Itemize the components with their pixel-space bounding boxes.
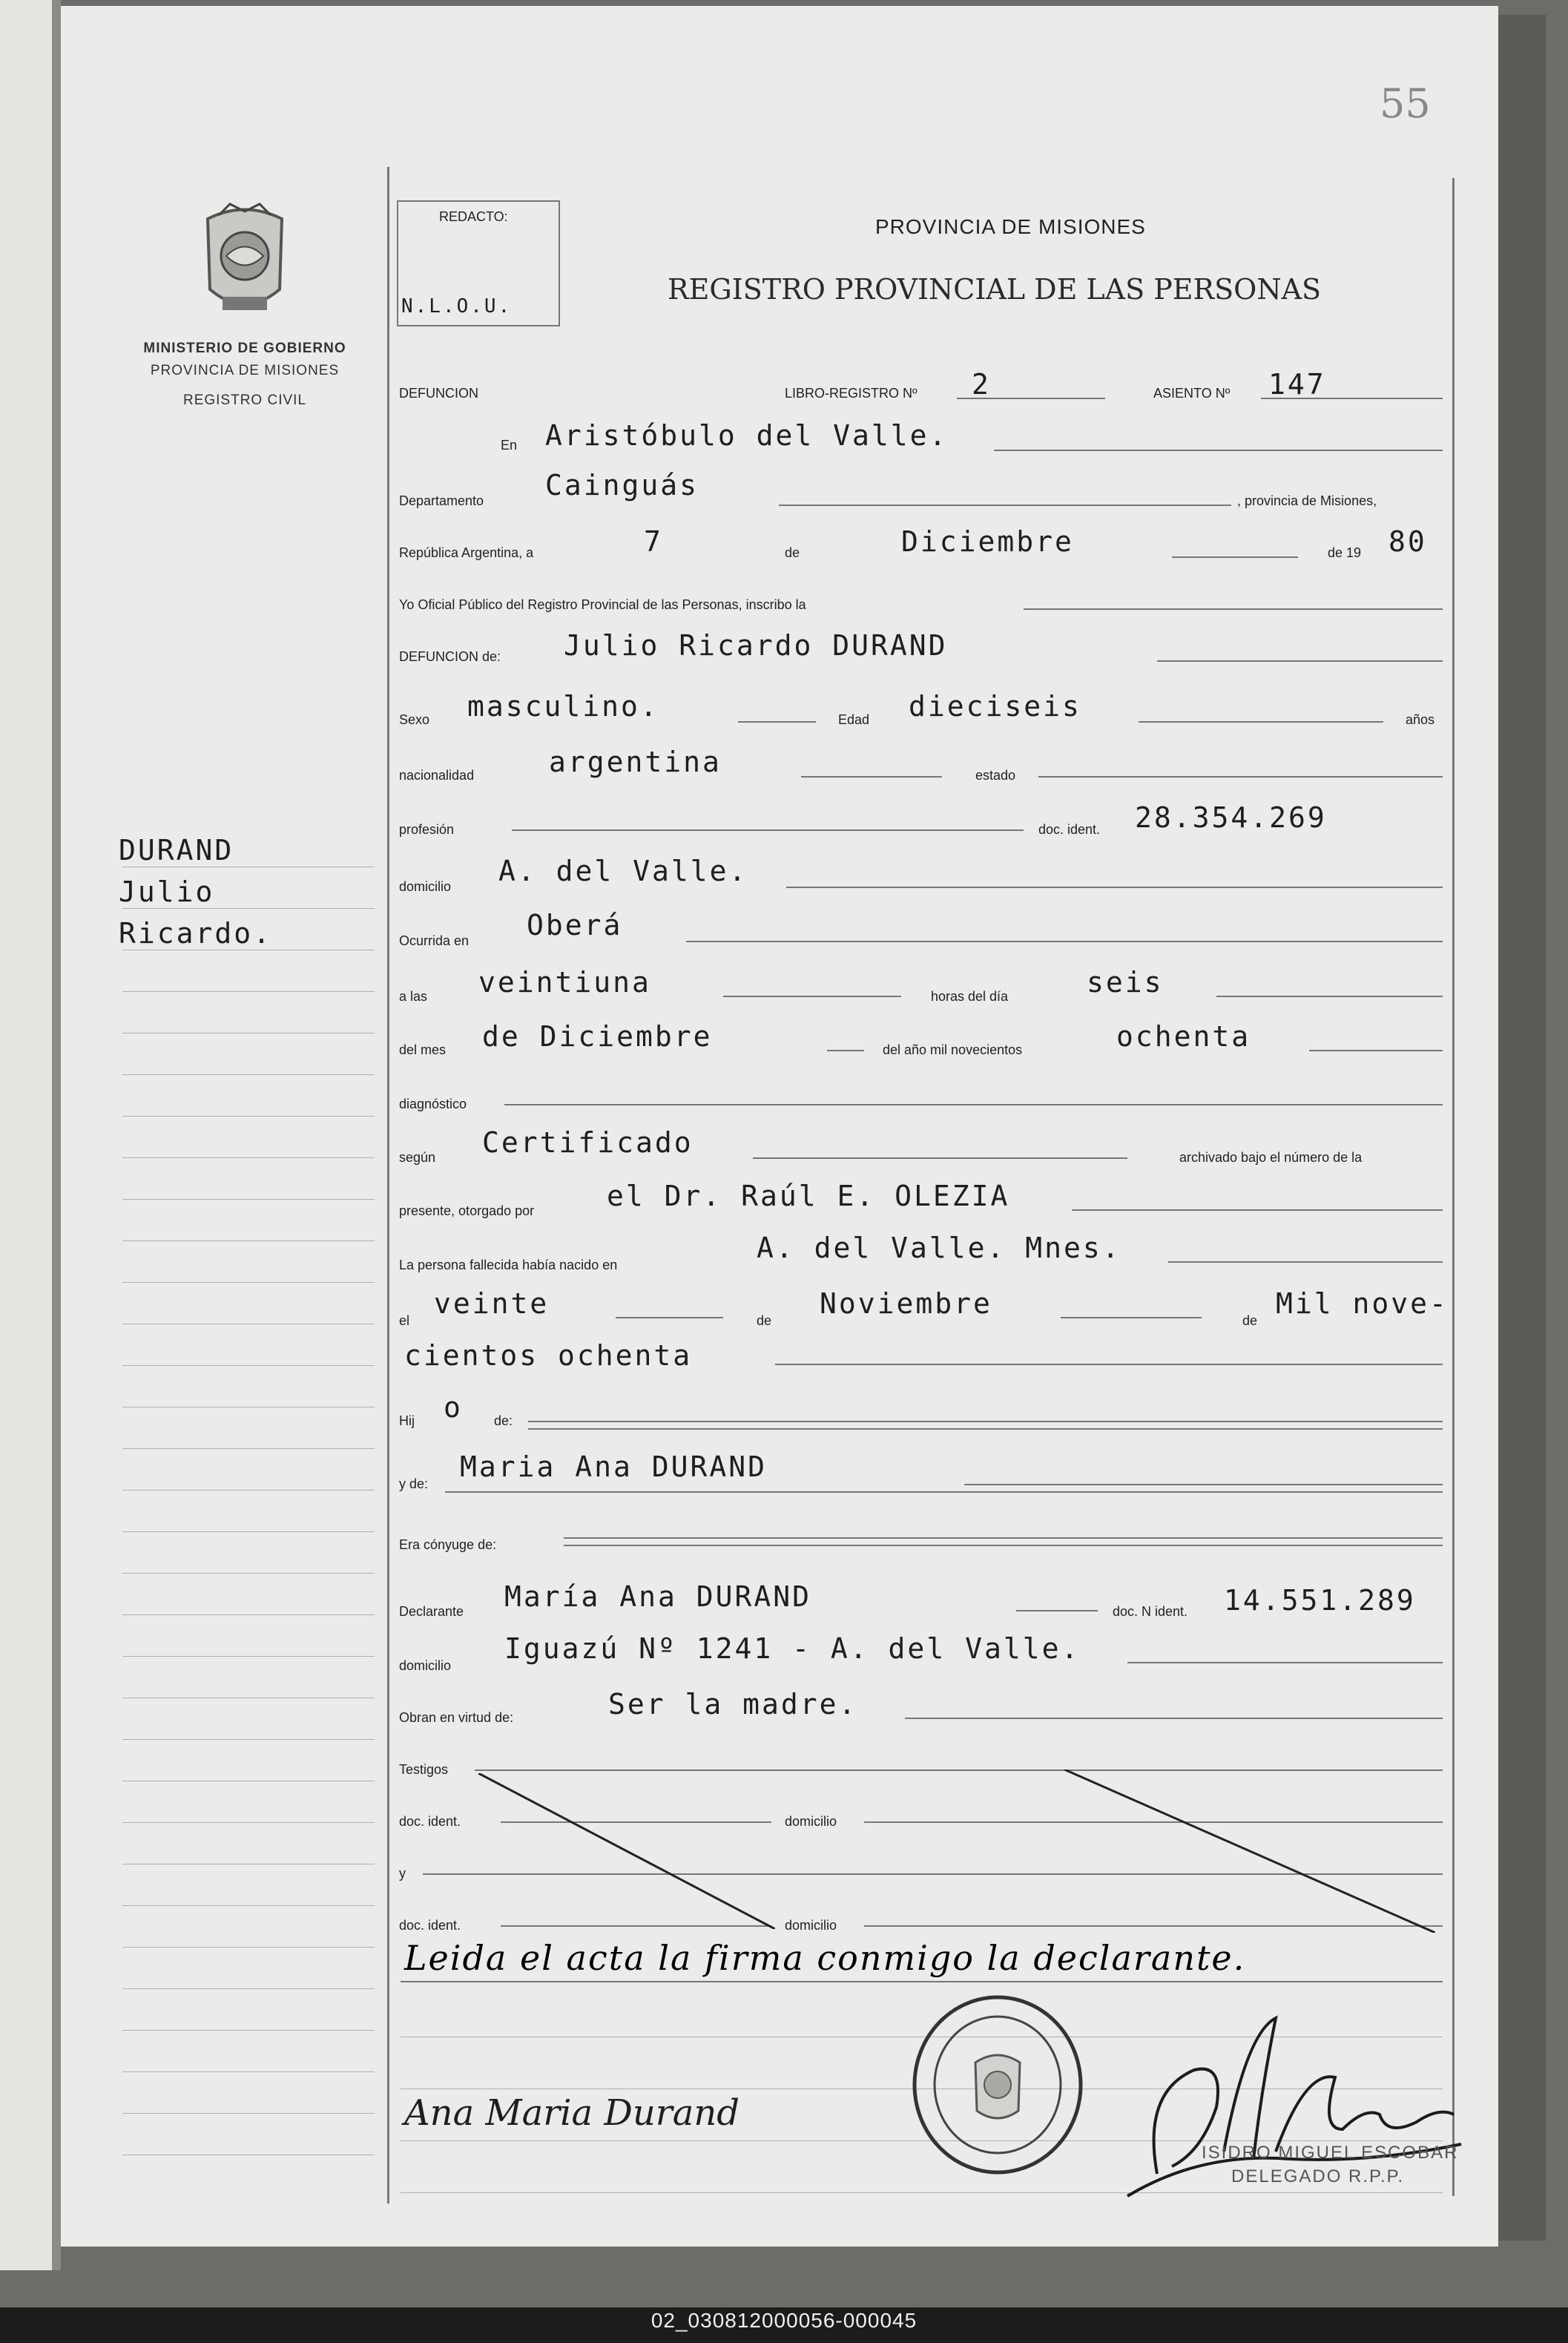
domicilio3-label: domicilio [785, 1814, 837, 1829]
ministry-line-3: REGISTRO CIVIL [182, 392, 307, 408]
y-de-label: y de: [399, 1476, 429, 1491]
sexo-value: masculino. [467, 690, 659, 723]
segun-value: Certificado [482, 1126, 694, 1159]
dia-value: seis [1087, 966, 1164, 999]
notary-role: DELEGADO R.P.P. [1231, 2166, 1405, 2186]
republica-label: República Argentina, a [399, 545, 534, 560]
presente-value: el Dr. Raúl E. OLEZIA [607, 1180, 1010, 1212]
hij-line-2 [528, 1428, 1443, 1430]
profesion-line [512, 829, 1024, 831]
margin-ruled-line [122, 991, 375, 992]
declarant-signature: Ana Maria Durand [404, 2092, 739, 2134]
margin-ruled-line [122, 1240, 375, 1241]
segun-label: según [399, 1150, 436, 1165]
obran-label: Obran en virtud de: [399, 1710, 514, 1725]
margin-ruled-line [122, 908, 375, 909]
yo-oficial-line [1024, 608, 1443, 610]
del-mes-label: del mes [399, 1042, 447, 1057]
el-line [616, 1317, 723, 1318]
libro-line [957, 398, 1105, 399]
de3-label: de [1242, 1313, 1258, 1328]
defuncion-label: DEFUNCION [399, 386, 478, 401]
doc-ident2-label: doc. ident. [399, 1814, 461, 1829]
margin-ruled-line [122, 2030, 375, 2031]
margin-surname: DURAND [119, 834, 234, 867]
declarante-value: María Ana DURAND [504, 1580, 812, 1613]
mes-line [827, 1050, 864, 1051]
margin-ruled-line [122, 1531, 375, 1532]
domicilio4-label: domicilio [785, 1918, 837, 1933]
notary-name: ISIDRO MIGUEL ESCOBAR [1202, 2143, 1459, 2163]
conyuge-line-2 [564, 1545, 1443, 1546]
margin-ruled-line [122, 1822, 375, 1823]
domicilio2-label: domicilio [399, 1658, 452, 1673]
declarante-line [1016, 1610, 1098, 1611]
page-number: 55 [1380, 80, 1431, 127]
edad-label: Edad [838, 712, 870, 727]
binding-shadow [52, 0, 61, 2270]
nacido-value: A. del Valle. Mnes. [757, 1232, 1121, 1264]
segun-line [753, 1157, 1127, 1159]
mes-value: de Diciembre [482, 1020, 713, 1053]
margin-ruled-line [122, 2071, 375, 2072]
doc-ident3-label: doc. ident. [399, 1918, 461, 1933]
nacido-label: La persona fallecida había nacido en [399, 1258, 618, 1272]
provincia-suffix: , provincia de Misiones, [1237, 493, 1377, 508]
hij-label: Hij [399, 1413, 415, 1428]
margin-ruled-line [122, 1074, 375, 1075]
asiento-value: 147 [1268, 368, 1326, 401]
ministry-block [119, 338, 371, 412]
closing-line [401, 1981, 1443, 1982]
doc-ident-value: 28.354.269 [1135, 801, 1327, 834]
a-las-label: a las [399, 989, 428, 1004]
nac-mes-value: Noviembre [820, 1287, 992, 1320]
libro-value: 2 [972, 368, 991, 401]
diagnostico-line [504, 1104, 1443, 1105]
header-registry: REGISTRO PROVINCIAL DE LAS PERSONAS [668, 273, 1322, 306]
testigos-strike-right [1064, 1769, 1435, 1933]
month-line [1172, 556, 1298, 558]
closing-text: Leida el acta la firma conmigo la declarante. [404, 1938, 1246, 1978]
departamento-label: Departamento [399, 493, 484, 508]
domicilio2-line [1127, 1662, 1443, 1663]
margin-ruled-line [122, 1739, 375, 1740]
deceased-name: Julio Ricardo DURAND [564, 629, 948, 662]
nac-anio-value-1: Mil nove- [1276, 1287, 1449, 1320]
provincial-crest-icon [197, 200, 293, 323]
margin-first-name: Julio [119, 875, 215, 908]
anos-label: años [1406, 712, 1435, 727]
de-hij-label: de: [494, 1413, 513, 1428]
testigos-strike-left [478, 1773, 775, 1929]
estado-label: estado [975, 768, 1016, 783]
y-de-line-2 [445, 1491, 1443, 1493]
domicilio-line [786, 887, 1443, 888]
hij-value: o [444, 1391, 463, 1424]
archivado-label: archivado bajo el número de la [1179, 1150, 1363, 1165]
anio-label: del año mil novecientos [883, 1042, 1023, 1057]
book-cover-edge [1498, 15, 1546, 2241]
el-label: el [399, 1313, 410, 1328]
asiento-label: ASIENTO Nº [1153, 386, 1231, 401]
margin-ruled-line [122, 1116, 375, 1117]
nac-anio-line [775, 1364, 1443, 1365]
en-value: Aristóbulo del Valle. [545, 419, 949, 452]
edad-line [1139, 721, 1383, 723]
margin-ruled-line [122, 1365, 375, 1366]
header-province: PROVINCIA DE MISIONES [875, 215, 1146, 238]
domicilio2-value: Iguazú Nº 1241 - A. del Valle. [504, 1632, 1081, 1665]
form-left-border [387, 167, 389, 2204]
nacionalidad-line [801, 776, 942, 778]
margin-ruled-line [122, 1157, 375, 1158]
a-las-value: veintiuna [478, 966, 651, 999]
margin-ruled-line [122, 1573, 375, 1574]
redacto-label: REDACTO: [439, 209, 508, 224]
obran-line [905, 1718, 1443, 1719]
declarante-doc-value: 14.551.289 [1224, 1584, 1416, 1617]
yo-oficial-text: Yo Oficial Público del Registro Provincial de las Personas, inscribo la [399, 597, 806, 612]
margin-ruled-line [122, 1490, 375, 1491]
conyuge-label: Era cónyuge de: [399, 1537, 497, 1552]
official-seal-icon [909, 1992, 1087, 2178]
nac-anio-value-2: cientos ochenta [404, 1339, 693, 1372]
anio-line [1309, 1050, 1443, 1051]
ministry-line-1: MINISTERIO DE GOBIERNO [143, 341, 346, 356]
margin-ruled-line [122, 1282, 375, 1283]
declarante-label: Declarante [399, 1604, 464, 1619]
margin-name [119, 829, 272, 954]
a-las-line [723, 996, 901, 997]
margin-ruled-line [122, 1656, 375, 1657]
en-line [994, 450, 1443, 451]
asiento-line [1261, 398, 1443, 399]
en-label: En [501, 438, 518, 453]
de-label: de [785, 545, 800, 560]
nacionalidad-label: nacionalidad [399, 768, 475, 783]
nacido-line [1168, 1261, 1443, 1263]
margin-ruled-line [122, 1614, 375, 1615]
nacionalidad-value: argentina [549, 746, 722, 778]
year-label: de 19 [1328, 545, 1362, 560]
day-value: 7 [644, 525, 663, 558]
ministry-line-2: PROVINCIA DE MISIONES [150, 363, 340, 378]
margin-ruled-line [122, 1988, 375, 1989]
left-page-edge [0, 0, 54, 2270]
obran-value: Ser la madre. [608, 1688, 858, 1721]
y-label: y [399, 1866, 406, 1881]
ocurrida-line [686, 941, 1443, 942]
doc-ident-label: doc. ident. [1038, 822, 1101, 837]
presente-line [1072, 1209, 1443, 1211]
anio-value: ochenta [1116, 1020, 1251, 1053]
el-value: veinte [434, 1287, 550, 1320]
margin-ruled-line [122, 1448, 375, 1449]
horas-label: horas del día [931, 989, 1009, 1004]
testigos-label: Testigos [399, 1762, 449, 1777]
conyuge-line [564, 1537, 1443, 1539]
margin-ruled-line [122, 2113, 375, 2114]
edad-value: dieciseis [909, 690, 1081, 723]
doc-n-label: doc. N ident. [1113, 1604, 1188, 1619]
y-de-value: Maria Ana DURAND [460, 1450, 768, 1483]
domicilio-label: domicilio [399, 879, 452, 894]
hij-line [528, 1421, 1443, 1422]
ocurrida-label: Ocurrida en [399, 933, 470, 948]
defuncion-de-line [1157, 660, 1443, 662]
margin-second-name: Ricardo. [119, 917, 273, 950]
nac-mes-line [1061, 1317, 1202, 1318]
form-right-border [1452, 178, 1455, 2196]
margin-ruled-line [122, 1947, 375, 1948]
margin-ruled-line [122, 1033, 375, 1034]
margin-ruled-line [122, 1199, 375, 1200]
y-de-line [964, 1484, 1443, 1485]
ocurrida-value: Oberá [527, 909, 623, 942]
libro-label: LIBRO-REGISTRO Nº [785, 386, 918, 401]
redacto-value: N.L.O.U. [401, 295, 513, 318]
departamento-line [779, 505, 1231, 506]
dia-line [1216, 996, 1443, 997]
presente-label: presente, otorgado por [399, 1203, 535, 1218]
estado-line [1038, 776, 1443, 778]
sexo-label: Sexo [399, 712, 430, 727]
footer-id: 02_030812000056-000045 [650, 2309, 918, 2332]
month-value: Diciembre [901, 525, 1074, 558]
sexo-line [738, 721, 816, 723]
defuncion-de-label: DEFUNCION de: [399, 649, 501, 664]
domicilio-value: A. del Valle. [498, 855, 748, 887]
year-value: 80 [1389, 525, 1427, 558]
profesion-label: profesión [399, 822, 455, 837]
diagnostico-label: diagnóstico [399, 1097, 467, 1111]
margin-ruled-line [122, 1905, 375, 1906]
de2-label: de [757, 1313, 772, 1328]
departamento-value: Cainguás [545, 469, 699, 502]
